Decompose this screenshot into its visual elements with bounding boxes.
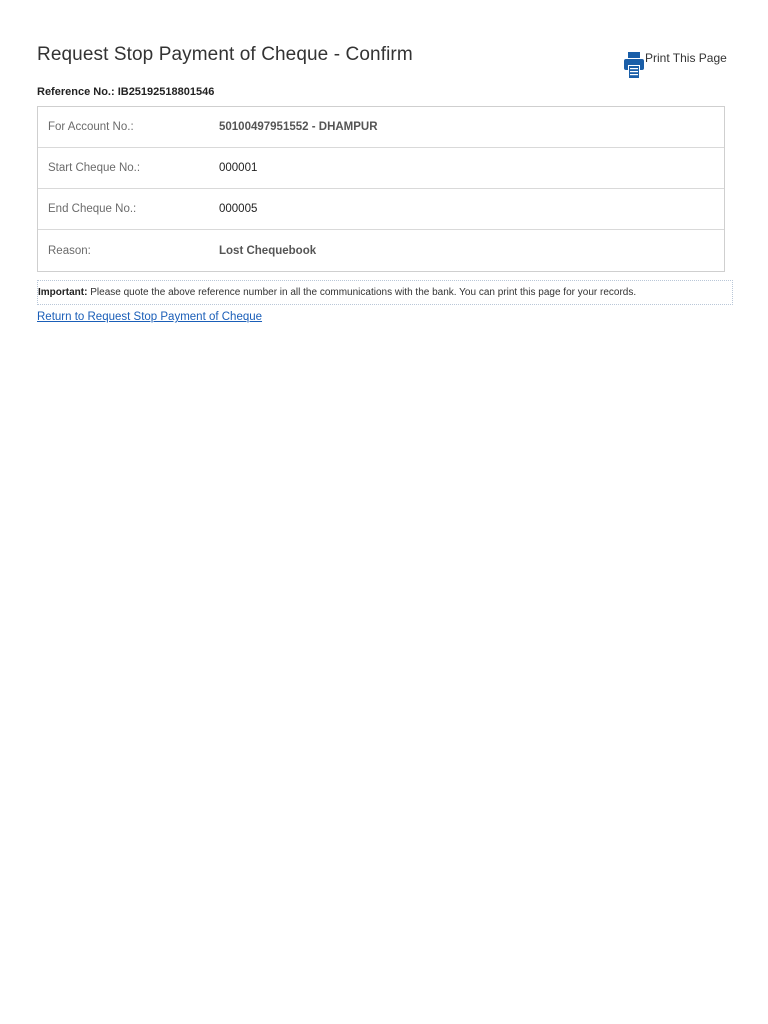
- reason-value: Lost Chequebook: [219, 244, 317, 257]
- account-value: 50100497951552 - DHAMPUR: [219, 121, 378, 133]
- table-row: [38, 107, 724, 148]
- important-prefix: Important:: [38, 287, 88, 298]
- table-row: [38, 189, 724, 230]
- print-page-button[interactable]: [622, 50, 727, 80]
- end-cheque-value: 000005: [219, 203, 258, 215]
- important-notice: [37, 280, 733, 305]
- details-table: [37, 106, 725, 272]
- print-page-label[interactable]: Print This Page: [645, 51, 727, 65]
- end-cheque-label: End Cheque No.:: [48, 203, 137, 215]
- start-cheque-value: 000001: [219, 162, 258, 174]
- important-text: Please quote the above reference number in all the communications with the bank. You can print this page for your records.: [90, 287, 637, 298]
- return-link[interactable]: Return to Request Stop Payment of Cheque: [37, 311, 263, 323]
- reason-label: Reason:: [48, 244, 91, 257]
- start-cheque-label: Start Cheque No.:: [48, 162, 141, 174]
- page-title: Request Stop Payment of Cheque - Confirm: [37, 44, 413, 65]
- printer-icon[interactable]: [622, 50, 646, 80]
- table-row: [38, 148, 724, 189]
- reference-number: Reference No.: IB25192518801546: [37, 86, 215, 98]
- account-label: For Account No.:: [48, 121, 134, 133]
- table-row: [38, 230, 724, 271]
